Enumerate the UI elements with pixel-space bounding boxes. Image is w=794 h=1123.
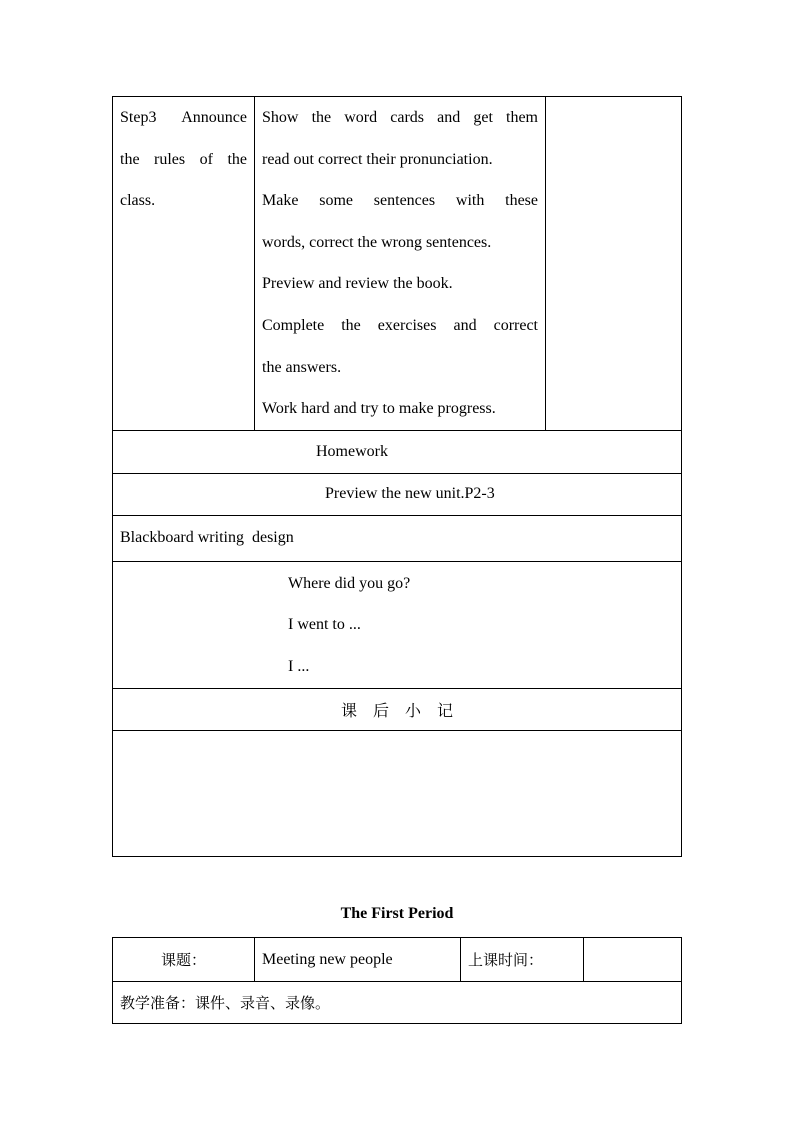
prep-row — [113, 982, 682, 1024]
lesson-info-table — [112, 937, 682, 1024]
content-line: words, correct the wrong sentences. — [262, 233, 492, 251]
content-line: Work hard and try to make progress. — [262, 400, 496, 418]
content-line: Make some sentences with these — [262, 192, 538, 210]
homework-content: Preview the new unit.P2-3 — [113, 473, 682, 515]
step-content-cell — [255, 97, 546, 431]
reflection-label-row — [113, 688, 682, 730]
step-row — [113, 97, 682, 431]
time-value — [584, 938, 682, 982]
content-line: the answers. — [262, 358, 342, 376]
content-line: Complete the exercises and correct — [262, 316, 538, 334]
homework-content-row — [113, 473, 682, 515]
content-line: Show the word cards and get them — [262, 109, 538, 126]
blackboard-line: Where did you go? — [288, 574, 411, 592]
period-title: The First Period — [340, 905, 454, 922]
blackboard-line: I ... — [288, 657, 310, 675]
blackboard-content-row — [113, 561, 682, 688]
step-line: class. — [120, 192, 156, 210]
blackboard-label-row — [113, 515, 682, 561]
blackboard-content — [113, 561, 682, 688]
reflection-content — [113, 730, 682, 856]
step-notes-cell — [546, 97, 682, 431]
topic-row — [113, 938, 682, 982]
step-line: the rules of the — [120, 150, 247, 168]
step-line: Step3 Announce — [120, 109, 247, 126]
topic-label: 课题： — [113, 938, 255, 982]
content-line: read out correct their pronunciation. — [262, 150, 493, 168]
blackboard-label: Blackboard writing design — [113, 515, 682, 561]
blackboard-line: I went to ... — [288, 616, 361, 634]
homework-label-row — [113, 430, 682, 473]
homework-label: Homework — [113, 430, 682, 473]
time-label: 上课时间： — [461, 938, 584, 982]
topic-value: Meeting new people — [255, 938, 461, 982]
reflection-label: 课 后 小 记 — [113, 688, 682, 730]
step-title-cell — [113, 97, 255, 431]
reflection-content-row — [113, 730, 682, 856]
prep-text: 教学准备：课件、录音、录像。 — [113, 982, 682, 1024]
lesson-plan-table — [112, 96, 682, 857]
content-line: Preview and review the book. — [262, 275, 453, 293]
